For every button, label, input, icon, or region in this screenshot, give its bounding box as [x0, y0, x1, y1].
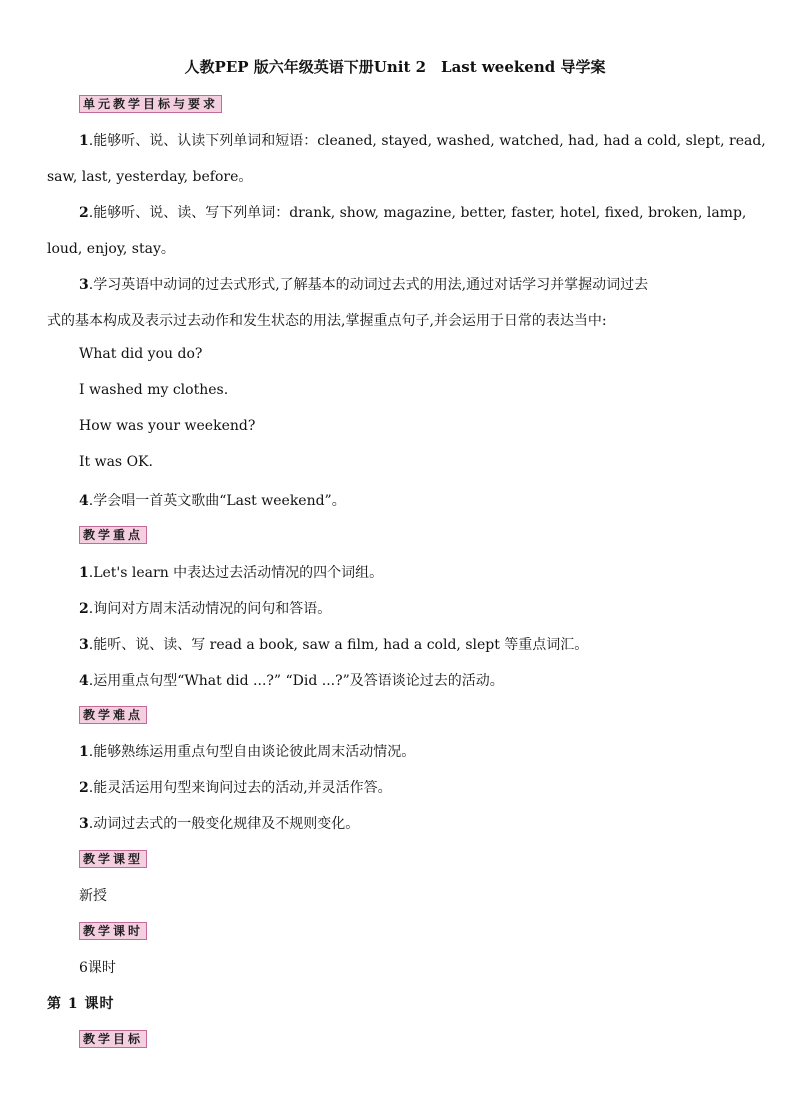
- section-tag-unit-goals: 单元教学目标与要求: [79, 95, 222, 113]
- section-tag-lesson-goals: 教学目标: [79, 1030, 147, 1048]
- key-point-3: [79, 634, 588, 654]
- key-point-4-number: 4: [79, 673, 89, 689]
- difficulty-1: [79, 741, 415, 761]
- goal-2-line-1: [79, 202, 746, 222]
- difficulty-3-number: 3: [79, 816, 89, 832]
- goal-4-text: .学会唱一首英文歌曲“Last weekend”。: [88, 493, 346, 509]
- goal-2-number: 2: [79, 205, 89, 221]
- section-tag-key-points: 教学重点: [79, 526, 147, 544]
- key-point-2-text: .询问对方周末活动情况的问句和答语。: [88, 601, 332, 617]
- difficulty-2-number: 2: [79, 780, 89, 796]
- difficulty-1-text: .能够熟练运用重点句型自由谈论彼此周末活动情况。: [88, 744, 416, 760]
- page-title: 人教PEP 版六年级英语下册Unit 2 Last weekend 导学案: [184, 58, 606, 76]
- difficulty-1-number: 1: [79, 744, 89, 760]
- goal-4-line-1: [79, 490, 346, 510]
- goal-3-line-1: [79, 274, 648, 294]
- section-tag-difficulties: 教学难点: [79, 706, 147, 724]
- goal-2-line-2: loud, enjoy, stay。: [47, 241, 175, 257]
- sentence-4: It was OK.: [79, 454, 153, 470]
- key-point-1-text: .Let's learn 中表达过去活动情况的四个词组。: [88, 565, 384, 581]
- key-point-2-number: 2: [79, 601, 89, 617]
- goal-2-text: .能够听、说、读、写下列单词：drank, show, magazine, better, faster, hotel, fixed, broken, lamp,: [88, 205, 747, 221]
- key-point-4: [79, 670, 504, 690]
- section-tag-lesson-type: 教学课型: [79, 850, 147, 868]
- goal-1-line-2: saw, last, yesterday, before。: [47, 169, 253, 185]
- key-point-3-text: .能听、说、读、写 read a book, saw a film, had a cold, slept 等重点词汇。: [88, 637, 589, 653]
- difficulty-2: [79, 777, 392, 797]
- sentence-2: I washed my clothes.: [79, 382, 229, 398]
- key-point-3-number: 3: [79, 637, 89, 653]
- goal-4-number: 4: [79, 493, 89, 509]
- goal-1-text: .能够听、说、认读下列单词和短语：cleaned, stayed, washed, watched, had, had a cold, slept, read,: [88, 133, 766, 149]
- sentence-3: How was your weekend?: [79, 418, 256, 434]
- lesson-heading: 第 1 课时: [47, 996, 115, 1012]
- difficulty-3-text: .动词过去式的一般变化规律及不规则变化。: [88, 816, 360, 832]
- goal-3-text: .学习英语中动词的过去式形式,了解基本的动词过去式的用法,通过对话学习并掌握动词过去: [88, 277, 649, 293]
- key-point-1-number: 1: [79, 565, 89, 581]
- goal-1-number: 1: [79, 133, 89, 149]
- difficulty-3: [79, 813, 359, 833]
- lesson-type-value: 新授: [79, 888, 107, 904]
- key-point-4-text: .运用重点句型“What did ...?” “Did ...?”及答语谈论过去的活动。: [88, 673, 504, 689]
- key-point-2: [79, 598, 331, 618]
- sentence-1: What did you do?: [79, 346, 203, 362]
- goal-1-line-1: [79, 130, 766, 150]
- goal-3-line-2: 式的基本构成及表示过去动作和发生状态的用法,掌握重点句子,并会运用于日常的表达当中:: [47, 313, 607, 329]
- section-tag-hours: 教学课时: [79, 922, 147, 940]
- difficulty-2-text: .能灵活运用句型来询问过去的活动,并灵活作答。: [88, 780, 392, 796]
- hours-value: 6课时: [79, 960, 116, 976]
- goal-3-number: 3: [79, 277, 89, 293]
- key-point-1: [79, 562, 383, 582]
